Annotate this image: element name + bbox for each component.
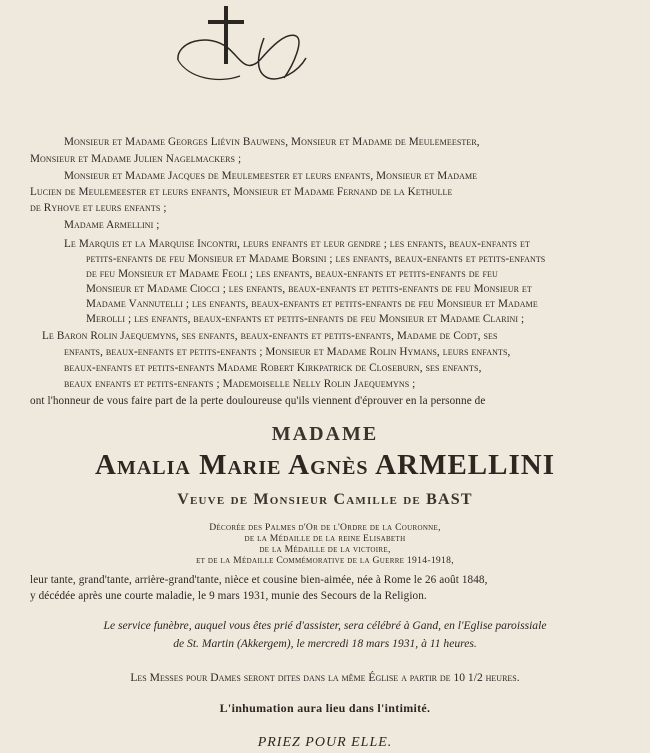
widow-line: Veuve de Monsieur Camille de BAST [177,491,473,508]
line-10: Monsieur et Madame Ciocci ; les enfants, beaux-enfants et petits-enfants de feu Monsieur et [86,283,532,295]
decoration-3: de la Médaille de la victoire, [259,544,391,555]
relation-line-1: leur tante, grand'tante, arrière-grand'tante, nièce et cousine bien-aimée, née à Rome le 26 août 1848, [30,574,488,586]
line-14: enfants, beaux-enfants et petits-enfants ; Monsieur et Madame Rolin Hymans, leurs enfants, [64,346,511,358]
line-12: Merolli ; les enfants, beaux-enfants et petits-enfants de feu Monsieur et Madame Clarini ; [86,313,525,325]
line-7: Le Marquis et la Marquise Incontri, leurs enfants et leur gendre ; les enfants, beaux-enfants et [64,238,530,250]
priez-pour-elle: PRIEZ POUR ELLE. [257,735,393,750]
decoration-4: et de la Médaille Commémorative de la Guerre 1914-1918, [196,555,454,566]
messes-notice: Les Messes pour Dames seront dites dans la même Église a partir de 10 1/2 heures. [130,671,520,684]
line-1: Monsieur et Madame Georges Liévin Bauwens, Monsieur et Madame de Meulemeester, [64,136,480,148]
cross-monogram-icon [168,2,318,92]
line-15: beaux-enfants et petits-enfants Madame Robert Kirkpatrick de Closeburn, ses enfants, [64,362,482,374]
decoration-2: de la Médaille de la reine Elisabeth [244,533,406,544]
line-8: petits-enfants de feu Monsieur et Madame Borsini ; les enfants, beaux-enfants et petits-enfants [86,253,546,265]
deceased-name: Amalia Marie Agnès ARMELLINI [95,449,555,481]
line-4: Lucien de Meulemeester et leurs enfants, Monsieur et Madame Fernand de la Kethulle [30,186,453,198]
decoration-1: Décorée des Palmes d'Or de l'Ordre de la Couronne, [209,522,441,533]
line-11: Madame Vannutelli ; les enfants, beaux-enfants et petits-enfants de feu Monsieur et Madame [86,298,538,310]
service-line-1: Le service funèbre, auquel vous êtes prié d'assister, sera célébré à Gand, en l'Eglise paroissiale [103,619,547,632]
line-3: Monsieur et Madame Jacques de Meulemeester et leurs enfants, Monsieur et Madame [64,170,478,182]
line-17: ont l'honneur de vous faire part de la perte douloureuse qu'ils viennent d'éprouver en la personne de [30,395,486,407]
deceased-title: MADAME [271,423,379,445]
relation-line-2: y décédée après une courte maladie, le 9 mars 1931, munie des Secours de la Religion. [30,590,427,602]
line-5: de Ryhove et leurs enfants ; [30,202,167,214]
line-16: beaux enfants et petits-enfants ; Mademoiselle Nelly Rolin Jaequemyns ; [64,378,416,390]
line-13: Le Baron Rolin Jaequemyns, ses enfants, beaux-enfants et petits-enfants, Madame de Codt, ses [42,330,498,342]
line-9: de feu Monsieur et Madame Feoli ; les enfants, beaux-enfants et petits-enfants de feu [86,268,498,280]
line-2: Monsieur et Madame Julien Nagelmackers ; [30,153,242,165]
service-line-2: de St. Martin (Akkergem), le mercredi 18 mars 1931, à 11 heures. [173,637,477,650]
line-6: Madame Armellini ; [64,219,160,231]
inhumation-notice: L'inhumation aura lieu dans l'intimité. [219,701,431,715]
